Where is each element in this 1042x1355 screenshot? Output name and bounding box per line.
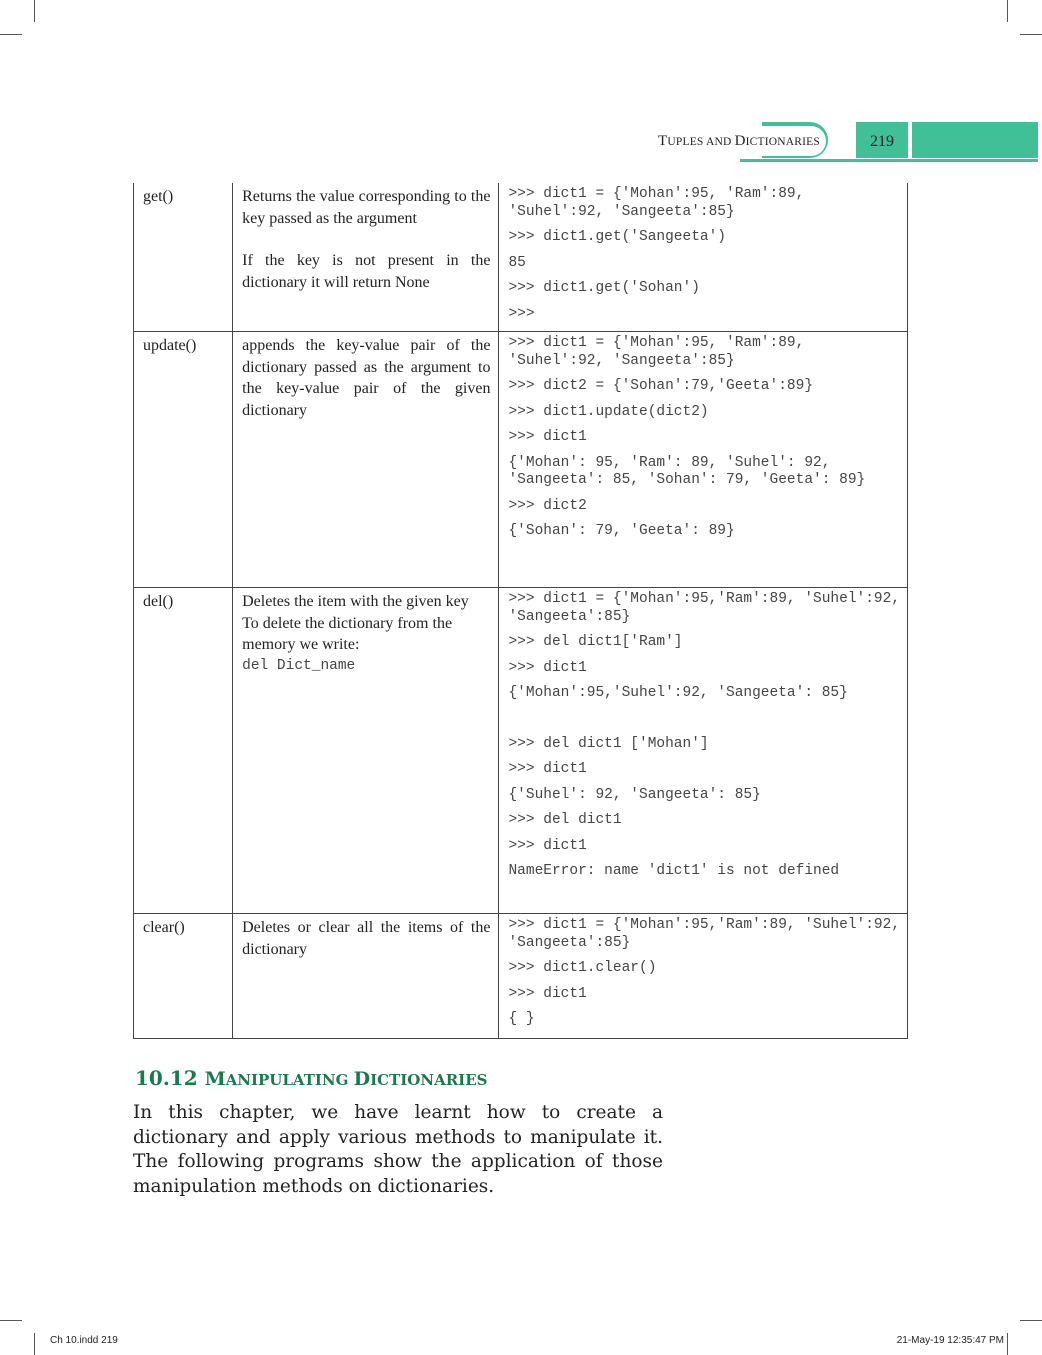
header-bar [912, 122, 1038, 158]
code-line: >>> del dict1 ['Mohan'] [508, 735, 709, 752]
code-line: {'Suhel': 92, 'Sangeeta': 85} [508, 786, 761, 803]
section-title-part: ICTIONARIES [370, 1071, 488, 1089]
method-description [233, 332, 499, 588]
code-line: >>> dict1 = {'Mohan':95,'Ram':89, 'Suhel':92, 'Sangeeta':85} [508, 917, 909, 951]
description-line: appends the key-value pair of the dictionary passed as the argument to the key-value pair of the given dictionary [242, 337, 491, 419]
method-name: update() [134, 332, 233, 588]
running-header-title: TUPLES AND DICTIONARIES [658, 133, 820, 149]
code-line: NameError: name 'dict1' is not defined [508, 863, 840, 879]
code-example [499, 914, 908, 1039]
code-line: >>> dict1 [508, 985, 587, 1002]
method-name: get() [134, 183, 233, 332]
method-description [233, 588, 499, 914]
footer-timestamp: 21-May-19 12:35:47 PM [896, 1335, 1004, 1346]
code-line: >>> [508, 305, 535, 322]
code-line: >>> dict1 [508, 429, 587, 445]
crop-mark [1007, 1333, 1008, 1355]
code-line: >>> del dict1 [508, 812, 622, 828]
footer-file-info: Ch 10.indd 219 [50, 1335, 118, 1346]
method-name: del() [134, 588, 233, 914]
code-blank-line [508, 711, 901, 728]
code-line: >>> dict1 = {'Mohan':95, 'Ram':89, 'Suhel':92, 'Sangeeta':85} [508, 186, 814, 220]
description-line: If the key is not present in the dictionary it will return None [242, 252, 491, 291]
method-description [233, 183, 499, 332]
code-line: {'Mohan':95,'Suhel':92, 'Sangeeta': 85} [508, 685, 848, 701]
crop-mark [34, 0, 35, 22]
crop-mark [1007, 0, 1008, 22]
crop-mark [34, 1333, 35, 1355]
description-line: Deletes the item with the given key [242, 593, 469, 610]
code-line: 85 [508, 254, 526, 271]
code-line: >>> dict1.clear() [508, 960, 657, 976]
code-line: { } [508, 1011, 535, 1027]
description-line: To delete the dictionary from the memory we write: [242, 614, 453, 653]
table-row [134, 183, 908, 332]
section-title-part: M [204, 1068, 226, 1090]
table-row [134, 914, 908, 1039]
section-heading [135, 1066, 487, 1090]
code-line: >>> dict1 [508, 837, 587, 854]
crop-mark [1020, 1320, 1042, 1321]
code-line: >>> dict1 = {'Mohan':95, 'Ram':89, 'Suhel':92, 'Sangeeta':85} [508, 335, 814, 369]
code-line: >>> dict1.update(dict2) [508, 403, 709, 420]
page-number: 219 [870, 133, 894, 150]
crop-mark [0, 1320, 22, 1321]
body-paragraph: In this chapter, we have learnt how to create a dictionary and apply various methods to manipulate it. The following programs show the application of those manipulation methods on dictionaries. [133, 1102, 663, 1197]
section-title-part: ANIPULATING [225, 1071, 354, 1089]
code-line: >>> dict1 = {'Mohan':95,'Ram':89, 'Suhel':92, 'Sangeeta':85} [508, 591, 909, 625]
code-line: >>> del dict1['Ram'] [508, 634, 683, 650]
code-example [499, 588, 908, 914]
code-line: >>> dict1.get('Sangeeta') [508, 229, 727, 245]
code-line: >>> dict1.get('Sohan') [508, 280, 700, 296]
method-name: clear() [134, 914, 233, 1039]
method-description [233, 914, 499, 1039]
methods-table [133, 183, 908, 1039]
description-code: del Dict_name [242, 657, 356, 674]
code-example [499, 183, 908, 332]
description-line: Deletes or clear all the items of the dictionary [242, 919, 491, 958]
table-row [134, 588, 908, 914]
code-example [499, 332, 908, 588]
code-line: >>> dict1 [508, 659, 587, 676]
code-line: >>> dict2 [508, 497, 587, 514]
code-line: >>> dict1 [508, 761, 587, 777]
crop-mark [1020, 34, 1042, 35]
section-title-part: D [353, 1068, 371, 1090]
description-line: Returns the value corresponding to the key passed as the argument [242, 188, 491, 227]
section-number: 10.12 [135, 1066, 198, 1090]
code-line: {'Sohan': 79, 'Geeta': 89} [508, 523, 735, 539]
table-row [134, 332, 908, 588]
code-line: {'Mohan': 95, 'Ram': 89, 'Suhel': 92, 'Sangeeta': 85, 'Sohan': 79, 'Geeta': 89} [508, 454, 866, 488]
crop-mark [0, 34, 22, 35]
code-line: >>> dict2 = {'Sohan':79,'Geeta':89} [508, 378, 814, 394]
header-rule [740, 159, 1038, 162]
